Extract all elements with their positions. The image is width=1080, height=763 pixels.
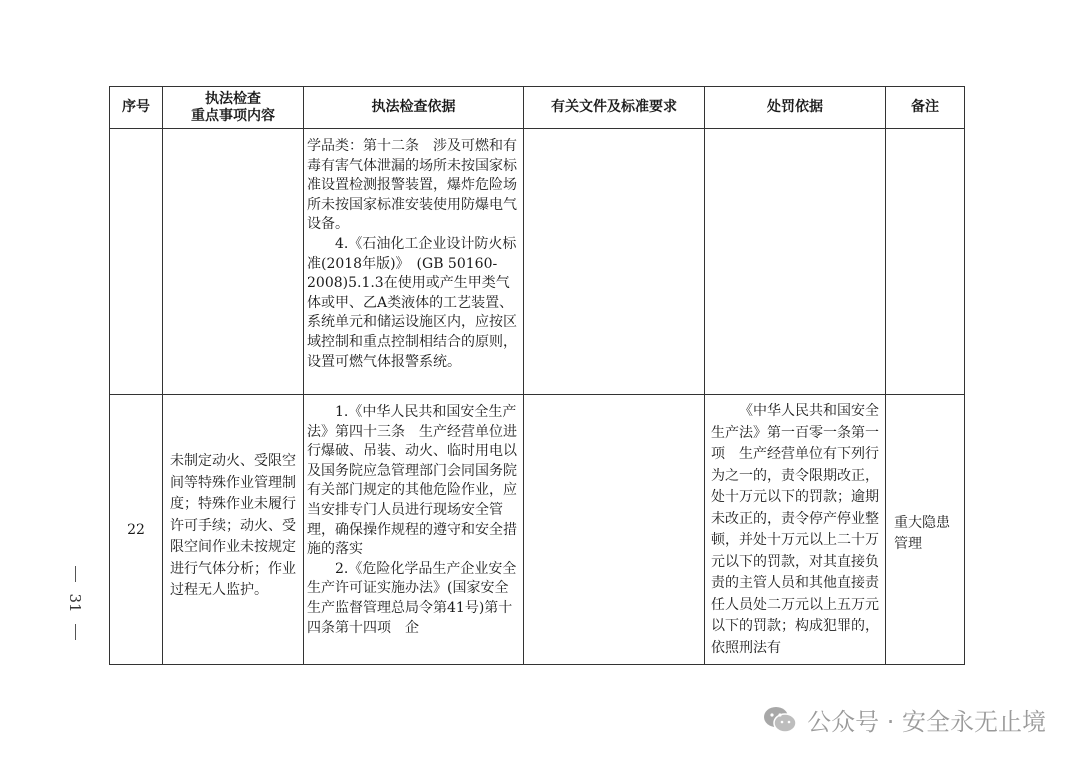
enforcement-table xyxy=(109,86,965,665)
cell-remark-22: 重大隐患管理 xyxy=(886,395,965,665)
cell-basis-22 xyxy=(304,395,524,665)
table-row-continued xyxy=(110,129,965,395)
header-penalty: 处罚依据 xyxy=(705,87,886,129)
cell-basis-continued xyxy=(304,129,524,395)
header-basis: 执法检查依据 xyxy=(304,87,524,129)
cell-num-continued xyxy=(110,129,163,395)
page-number-dash-bottom xyxy=(75,624,76,640)
page-number xyxy=(62,566,88,640)
header-num: 序号 xyxy=(110,87,163,129)
cell-num-22: 22 xyxy=(110,395,163,665)
header-remark: 备注 xyxy=(886,87,965,129)
wechat-icon xyxy=(763,706,797,734)
penalty-paragraph: 《中华人民共和国安全生产法》第一百零一条第一项 生产经营单位有下列行为之一的，责令限期改正，处十万元以下的罚款；逾期未改正的，责令停产停业整顿，并处十万元以上二十万元以下的罚款，对其直接负责的主管人员和其他直接责任人员处二万元以上五万元以下的罚款；构成犯罪的，依照刑法有 xyxy=(711,403,879,656)
basis-paragraph: 2.《危险化学品生产企业安全生产许可证实施办法》(国家安全生产监督管理总局令第41号)第十四条第十四项 企 xyxy=(307,560,517,636)
page-number-dash-top xyxy=(75,566,76,582)
cell-penalty-continued xyxy=(705,129,886,395)
table-row-22 xyxy=(110,395,965,665)
table-header-row xyxy=(110,87,965,129)
enforcement-table-container xyxy=(109,86,965,665)
watermark xyxy=(763,702,1046,737)
cell-docs-continued xyxy=(524,129,705,395)
page-number-digits: 31 xyxy=(66,593,84,613)
cell-content-continued xyxy=(163,129,304,395)
cell-content-22: 未制定动火、受限空间等特殊作业管理制度；特殊作业未履行许可手续；动火、受限空间作业未按规定进行气体分析；作业过程无人监护。 xyxy=(163,395,304,665)
basis-paragraph: 学品类：第十二条 涉及可燃和有毒有害气体泄漏的场所未按国家标准设置检测报警装置，爆炸危险场所未按国家标准安装使用防爆电气设备。 xyxy=(307,138,517,233)
cell-docs-22 xyxy=(524,395,705,665)
header-content-line2: 重点事项内容 xyxy=(191,107,275,124)
header-docs: 有关文件及标准要求 xyxy=(524,87,705,129)
basis-paragraph: 4.《石油化工企业设计防火标准(2018年版)》 (GB 50160-2008)5.1.3在使用或产生甲类气体或甲、乙A类液体的工艺装置、系统单元和储运设施区内，应按区域控制和重点控制相结合的原则，设置可燃气体报警系统。 xyxy=(307,235,517,370)
cell-remark-continued xyxy=(886,129,965,395)
header-content-line1: 执法检查 xyxy=(205,90,261,107)
watermark-text: 公众号 · 安全永无止境 xyxy=(807,708,1046,736)
basis-paragraph: 1.《中华人民共和国安全生产法》第四十三条 生产经营单位进行爆破、吊装、动火、临时用电以及国务院应急管理部门会同国务院有关部门规定的其他危险作业，应当安排专门人员进行现场安全管理，确保操作规程的遵守和安全措施的落实 xyxy=(307,404,517,558)
cell-penalty-22 xyxy=(705,395,886,665)
header-content xyxy=(163,87,304,129)
